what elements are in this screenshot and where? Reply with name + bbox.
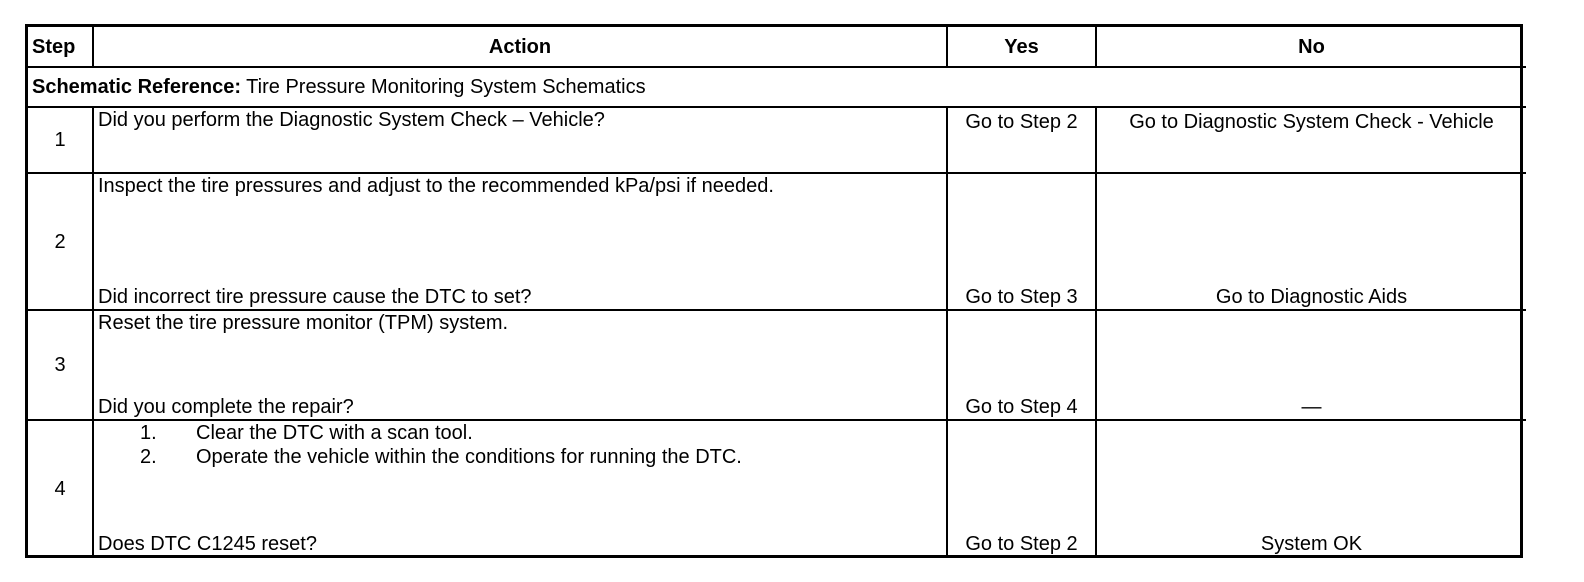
step-number: 2: [28, 173, 93, 310]
header-action: Action: [93, 27, 947, 67]
schematic-reference: [28, 67, 1526, 107]
table-row: [28, 173, 1526, 310]
yes-result: Go to Step 2: [947, 107, 1096, 173]
table-header-row: [28, 27, 1526, 67]
yes-result: Go to Step 4: [947, 310, 1096, 420]
action-text: Did you perform the Diagnostic System Check – Vehicle?: [93, 107, 947, 173]
header-no: No: [1096, 27, 1526, 67]
no-result: Go to Diagnostic Aids: [1096, 173, 1526, 310]
action-cell: [93, 173, 947, 310]
diagnostic-table-frame: [25, 24, 1523, 558]
table-row: [28, 420, 1526, 556]
list-item: [98, 421, 942, 445]
substep-number: 1.: [140, 422, 157, 444]
substep-text: Operate the vehicle within the conditions for running the DTC.: [196, 446, 742, 468]
substep-number: 2.: [140, 446, 157, 468]
action-question: Did incorrect tire pressure cause the DTC to set?: [98, 286, 532, 308]
yes-result: Go to Step 2: [947, 420, 1096, 556]
no-result: Go to Diagnostic System Check - Vehicle: [1096, 107, 1526, 173]
step-number: 4: [28, 420, 93, 556]
table-row: [28, 310, 1526, 420]
substep-list: [98, 421, 942, 469]
action-text: Reset the tire pressure monitor (TPM) system.: [98, 312, 509, 334]
action-question: Does DTC C1245 reset?: [98, 533, 317, 555]
action-cell: [93, 310, 947, 420]
yes-result: Go to Step 3: [947, 173, 1096, 310]
schematic-reference-value: Tire Pressure Monitoring System Schematics: [240, 76, 646, 98]
step-number: 3: [28, 310, 93, 420]
no-result: System OK: [1096, 420, 1526, 556]
action-question: Did you complete the repair?: [98, 396, 354, 418]
diagnostic-table: [28, 27, 1526, 556]
header-step: Step: [28, 27, 93, 67]
schematic-reference-label: Schematic Reference:: [32, 76, 241, 98]
schematic-reference-row: [28, 67, 1526, 107]
step-number: 1: [28, 107, 93, 173]
list-item: [98, 445, 942, 469]
action-text: Inspect the tire pressures and adjust to the recommended kPa/psi if needed.: [98, 175, 774, 197]
header-yes: Yes: [947, 27, 1096, 67]
action-cell: [93, 420, 947, 556]
substep-text: Clear the DTC with a scan tool.: [196, 422, 473, 444]
no-result: —: [1096, 310, 1526, 420]
table-row: [28, 107, 1526, 173]
